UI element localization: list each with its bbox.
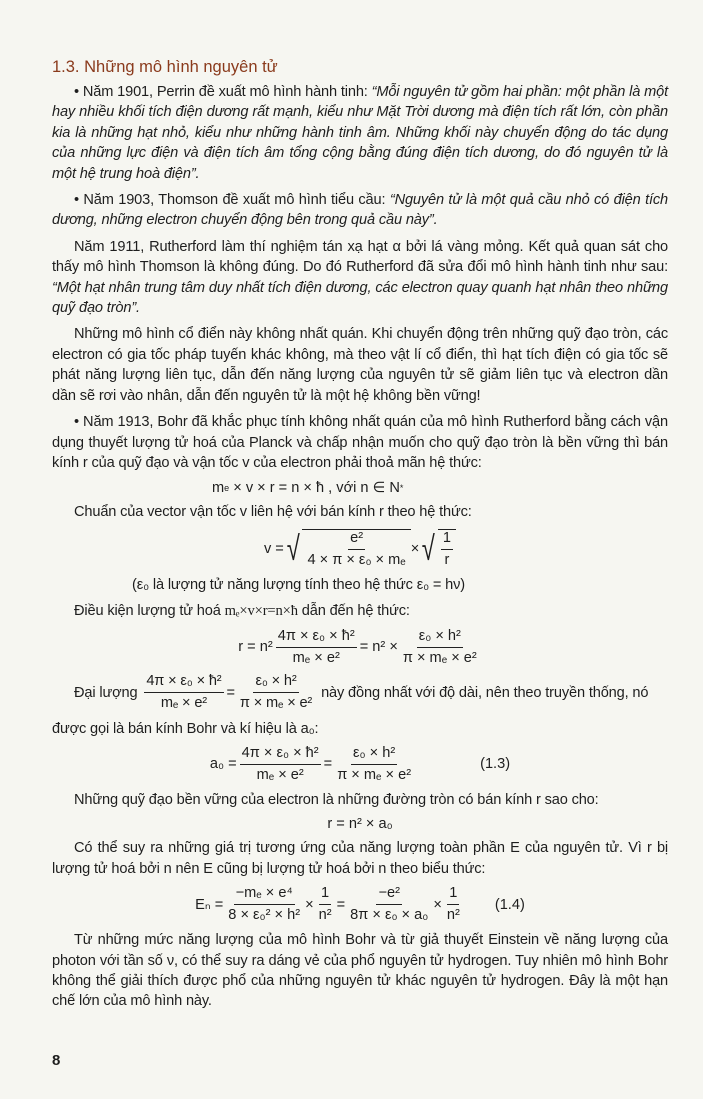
denominator: π × mₑ × e² xyxy=(402,649,477,666)
denominator: n² xyxy=(446,907,460,924)
paragraph-classical: Những mô hình cổ điển này không nhất quán. Khi chuyển động trên những quỹ đạo tròn, các electron có gia tốc pháp tuyến khác không, mà theo vật lí cổ điển, thì hạt tích điện có gia tốc sẽ phát năng lượng liên tục, dẫn đến năng lượng của nguyên tử sẽ giảm liên tục và electron dần dần sẽ rơi vào nhân, dẫn đến nguyên tử là một hệ không bền vững! xyxy=(52,326,668,404)
denominator: π × mₑ × e² xyxy=(239,695,313,712)
numerator: −e² xyxy=(376,885,402,905)
eq-text: = n² × xyxy=(359,639,398,656)
quote: “Một hạt nhân trung tâm duy nhất tích điện dương, các electron quay quanh hạt nhân theo những quỹ đạo tròn”. xyxy=(52,279,668,317)
eq-text: × v × r = n × ħ , với n ∈ N xyxy=(229,480,400,497)
numerator: ε₀ × h² xyxy=(417,628,463,648)
denominator: 8π × ε₀ × a₀ xyxy=(350,907,429,924)
numerator: ε₀ × h² xyxy=(253,673,298,693)
text: Đại lượng xyxy=(74,684,138,701)
paragraph-condition xyxy=(52,601,668,621)
eq-sup: * xyxy=(399,482,404,493)
denominator: r xyxy=(444,551,450,568)
numerator: 1 xyxy=(441,530,453,550)
eq-text: = xyxy=(323,756,333,773)
eq-text: × xyxy=(305,896,314,913)
denominator: π × mₑ × e² xyxy=(337,766,412,783)
equation-label: (1.4) xyxy=(494,896,525,913)
text: • Năm 1901, Perrin đề xuất mô hình hành tinh: xyxy=(74,84,372,100)
numerator: 1 xyxy=(319,885,331,905)
numerator: 4π × ε₀ × ħ² xyxy=(144,673,223,693)
eq-text: Eₙ = xyxy=(195,897,224,914)
inline-formula: mₑ×v×r=n×ħ xyxy=(224,603,298,620)
numerator: e² xyxy=(348,530,365,550)
eq-text: a₀ = xyxy=(209,756,237,773)
denominator: n² xyxy=(318,907,332,924)
eq-text: m xyxy=(212,479,225,496)
numerator: −mₑ × e⁴ xyxy=(234,885,295,905)
paragraph-energy: Có thể suy ra những giá trị tương ứng của năng lượng toàn phần E của nguyên tử. Vì r bị lượng tử hoá bởi n nên E cũng bị lượng tử hoá bởi n theo biểu thức: xyxy=(52,840,668,877)
paragraph-orbits: Những quỹ đạo bền vững của electron là những đường tròn có bán kính r sao cho: xyxy=(74,791,599,808)
text: • Năm 1903, Thomson đề xuất mô hình tiểu cầu: xyxy=(74,192,390,209)
equation-radius xyxy=(52,628,668,667)
sqrt: √ $\frac{1}{r}$ xyxy=(419,529,456,569)
equation-orbit-radius: r = n² × a₀ xyxy=(327,816,393,833)
quote: “Nguyên tử là một quả cầu nhỏ có điện tích dương, những electron chuyển động bên trong quả cầu này”. xyxy=(52,192,668,229)
paragraph-thomson xyxy=(52,190,668,231)
denominator: mₑ × e² xyxy=(160,695,207,712)
eq-text: v = xyxy=(263,540,284,557)
eq-text: × xyxy=(433,896,442,913)
denominator: mₑ × e² xyxy=(256,766,304,783)
text: dẫn đến hệ thức: xyxy=(297,603,410,620)
eq-text: = xyxy=(226,684,235,701)
equation-energy xyxy=(52,885,668,924)
paragraph-rutherford xyxy=(52,237,668,319)
eq-text: r = n² xyxy=(238,639,273,656)
numerator: 4π × ε₀ × ħ² xyxy=(240,745,321,765)
denominator: 8 × ε₀² × h² xyxy=(228,907,301,924)
eq-sub: e xyxy=(224,482,230,493)
numerator: ε₀ × h² xyxy=(351,745,397,765)
text: Năm 1911, Rutherford làm thí nghiệm tán xạ hạt α bởi lá vàng mỏng. Kết quả quan sát cho thấy mô hình Thomson là không đúng. Do đó Rutherford đã sửa đổi mô hình hành tinh như sau: xyxy=(52,238,668,276)
note-epsilon: (ε₀ là lượng tử năng lượng tính theo hệ thức ε₀ = hν) xyxy=(132,576,465,593)
equation-quantization xyxy=(52,479,668,496)
equation-velocity xyxy=(52,529,668,569)
eq-text: = xyxy=(336,896,346,913)
eq-text: × xyxy=(410,540,420,557)
quote: “Mỗi nguyên tử gồm hai phần: một phần là một hay nhiều khối tích điện dương rất mạnh, kiểu như Mặt Trời dương mà điện tích rất lớn, còn phần kia là những hạt nhỏ, kiểu như những hành tinh âm. Những khối này chuyển động do tác dụng của những lực điện và điện tích âm tổng cộng bằng đúng điện tích dương, do đó nguyên tử là một hệ trung hoà điện”. xyxy=(52,84,668,182)
paragraph-velocity: Chuẩn của vector vận tốc v liên hệ với bán kính r theo hệ thức: xyxy=(74,504,472,521)
text: này đồng nhất với độ dài, nên theo truyền thống, nó xyxy=(321,684,649,701)
paragraph-perrin xyxy=(52,82,668,184)
denominator: 4 × π × ε₀ × mₑ xyxy=(307,551,406,568)
numerator: 4π × ε₀ × ħ² xyxy=(276,628,357,648)
paragraph-bohr: • Năm 1913, Bohr đã khắc phục tính không nhất quán của mô hình Rutherford bằng cách vận dụng thuyết lượng tử hoá của Planck và chấp nhận muốn cho quỹ đạo tròn là bền vững thì bán kính r của quỹ đạo và vận tốc v của electron phải thoả mãn hệ thức: xyxy=(52,414,668,471)
equation-bohr-radius xyxy=(52,745,668,784)
sqrt: √ $\frac{\text{e²}}{\text{4 × π × ε₀ × mₑ}}$ xyxy=(284,529,411,569)
page-number: 8 xyxy=(52,1051,61,1069)
numerator: 1 xyxy=(447,885,459,905)
equation-label: (1.3) xyxy=(480,756,511,773)
paragraph-bohr-radius: được gọi là bán kính Bohr và kí hiệu là a₀: xyxy=(52,720,319,737)
paragraph-conclusion: Từ những mức năng lượng của mô hình Bohr và từ giả thuyết Einstein về năng lượng của photon với tần số ν, có thể suy ra dáng vẻ của phổ nguyên tử hydrogen. Tuy nhiên mô hình Bohr không thể giải thích được phổ của những nguyên tử khác nguyên tử hydrogen. Đây là một hạn chế lớn của mô hình này. xyxy=(52,932,668,1010)
denominator: mₑ × e² xyxy=(292,649,340,666)
section-title: 1.3. Những mô hình nguyên tử xyxy=(52,58,278,76)
paragraph-quantity xyxy=(52,673,668,713)
text: Điều kiện lượng tử hoá xyxy=(74,603,225,620)
